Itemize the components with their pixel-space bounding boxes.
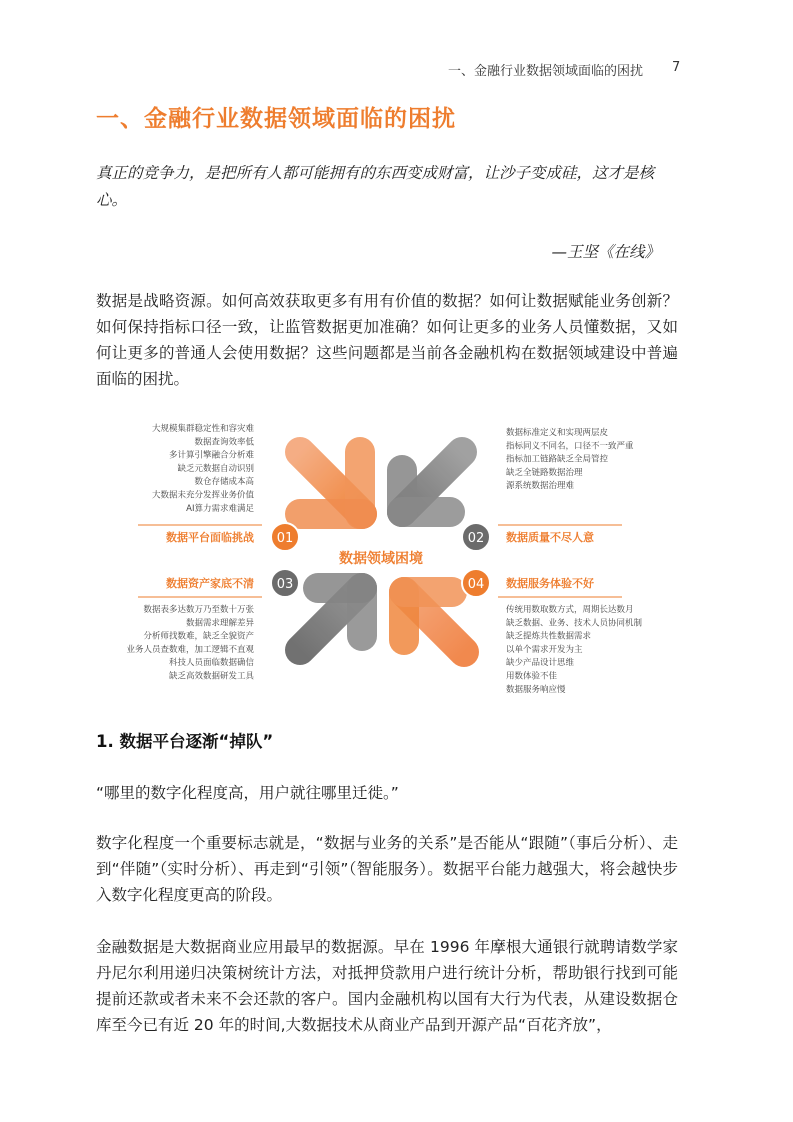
quadrant-item: 指标加工链路缺乏全局管控 — [506, 454, 609, 465]
arrow-q4-shape — [404, 592, 464, 652]
epigraph-attribution: —王坚《在线》 — [551, 243, 660, 261]
page-number: 7 — [672, 60, 681, 75]
quadrant-item: 源系统数据治理难 — [506, 481, 575, 492]
quadrant-item: 多计算引擎融合分析难 — [168, 450, 254, 461]
badge-q4-number: 04 — [467, 577, 485, 592]
quadrant-q2-title: 数据质量不尽人意 — [506, 531, 594, 544]
badge-q1-number: 01 — [276, 531, 294, 546]
quadrant-item: 数据需求理解差异 — [185, 618, 254, 629]
section-quote: “哪里的数字化程度高，用户就往哪里迁徙。” — [96, 784, 399, 802]
quadrant-item: 缺乏高效数据研发工具 — [168, 671, 254, 682]
quadrant-item: 数仓存储成本高 — [194, 477, 254, 488]
epigraph-quote: 真正的竞争力，是把所有人都可能拥有的东西变成财富，让沙子变成硅，这才是核心。 — [96, 164, 655, 209]
quadrant-item: 以单个需求开发为主 — [506, 644, 583, 655]
quadrant-item: 数据服务响应慢 — [506, 684, 566, 695]
intro-paragraph: 数据是战略资源。如何高效获取更多有用有价值的数据？如何让数据赋能业务创新？如何保持指标口径一致，让监管数据更加准确？如何让更多的业务人员懂数据，又如何让更多的普通人会使用数据？这些问题都是当前各金融机构在数据领域建设中普遍面临的困扰。 — [96, 292, 678, 388]
quadrant-q4-items — [506, 604, 643, 695]
quadrant-item: AI算力需求难满足 — [186, 503, 254, 514]
arrow-q2-shape — [402, 452, 462, 512]
quadrant-item: 缺乏提炼共性数据需求 — [506, 631, 592, 642]
quadrant-item: 缺少产品设计思维 — [506, 658, 575, 669]
badge-q2-number: 02 — [467, 531, 485, 546]
quadrant-item: 指标同义不同名，口径不一致严重 — [506, 441, 634, 452]
quadrant-q2-items — [506, 427, 634, 491]
running-head: 一、金融行业数据领域面临的困扰 — [447, 64, 643, 79]
quadrant-item: 分析师找数难，缺乏全貌资产 — [143, 631, 254, 642]
quadrant-item: 大规模集群稳定性和容灾难 — [151, 424, 254, 434]
quadrant-item: 大数据未充分发挥业务价值 — [151, 490, 254, 501]
quadrant-item: 缺乏全链路数据治理 — [506, 467, 583, 478]
chapter-heading: 一、金融行业数据领域面临的困扰 — [96, 106, 456, 132]
quadrant-item: 缺乏数据、业务、技术人员协同机制 — [506, 618, 643, 629]
badge-q3-number: 03 — [276, 577, 294, 592]
arrow-q1-shape — [300, 452, 362, 514]
quadrant-item: 业务人员查数难，加工逻辑不直观 — [126, 644, 254, 655]
quadrant-item: 传统用数取数方式，周期长达数月 — [506, 605, 634, 615]
quadrant-q3-items — [126, 604, 254, 682]
quadrant-q1-title: 数据平台面临挑战 — [166, 531, 254, 544]
quadrant-item: 缺乏元数据自动识别 — [177, 463, 254, 474]
quadrant-item: 科技人员面临数据确信 — [168, 658, 254, 669]
quadrant-item: 数据标准定义和实现两层皮 — [506, 428, 609, 438]
quadrant-q4-title: 数据服务体验不好 — [506, 577, 594, 590]
arrow-q3-shape — [300, 588, 362, 650]
quadrant-q1-items — [152, 423, 255, 514]
diagram-center-label: 数据领域困境 — [339, 551, 423, 567]
quadrant-item: 数据表多达数万乃至数十万张 — [143, 605, 254, 615]
section-heading: 1. 数据平台逐渐“掉队” — [96, 732, 274, 751]
data-dilemma-diagram — [0, 410, 793, 710]
quadrant-item: 用数体验不佳 — [506, 671, 558, 682]
quadrant-q3-title: 数据资产家底不清 — [166, 577, 254, 590]
section-paragraph-1: 数字化程度一个重要标志就是，“数据与业务的关系”是否能从“跟随”（事后分析）、走到“伴随”（实时分析）、再走到“引领”（智能服务）。数据平台能力越强大，将会越快步入数字化程度更高的阶段。 — [96, 834, 678, 904]
quadrant-item: 数据查询效率低 — [194, 437, 254, 448]
section-paragraph-2: 金融数据是大数据商业应用最早的数据源。早在 1996 年摩根大通银行就聘请数学家丹尼尔利用递归决策树统计方法，对抵押贷款用户进行统计分析，帮助银行找到可能提前还款或者未来不会还款的客户。国内金融机构以国有大行为代表，从建设数据仓库至今已有近 20 年的时间,大数据技术从商业产品到开源产品“百花齐放”， — [96, 938, 678, 1034]
